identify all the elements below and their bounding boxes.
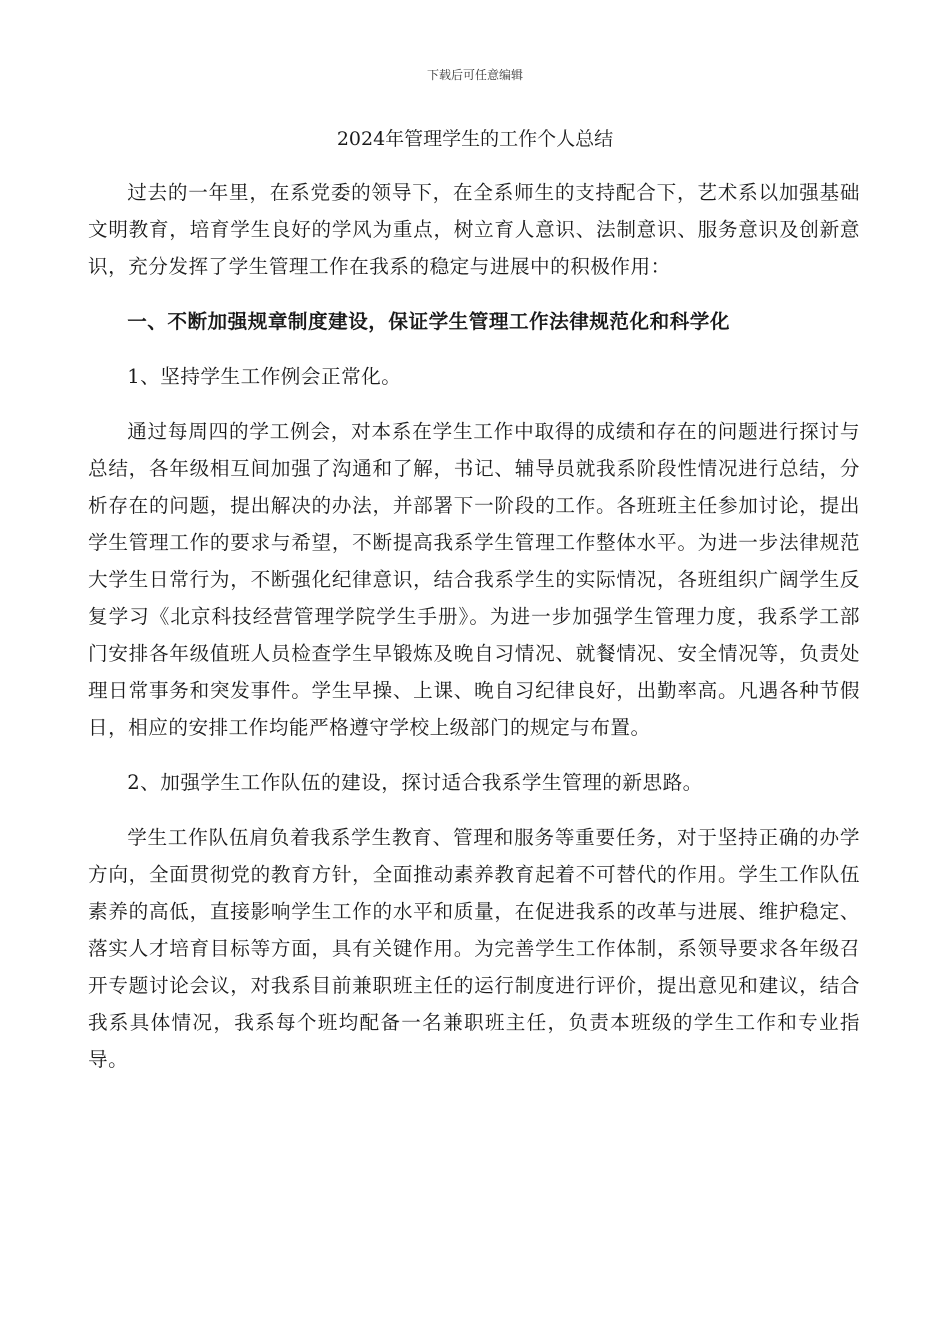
header-note: 下载后可任意编辑 [426, 68, 523, 82]
item-body: 通过每周四的学工例会，对本系在学生工作中取得的成绩和存在的问题进行探讨与总结，各年级相互间加强了沟通和了解，书记、辅导员就我系阶段性情况进行总结，分析存在的问题，提出解决的办法，并部署下一阶段的工作。各班班主任参加讨论，提出学生管理工作的要求与希望，不断提高我系学生管理工作整体水平。为进一步法律规范大学生日常行为，不断强化纪律意识，结合我系学生的实际情况，各班组织广阔学生反复学习《北京科技经营管理学院学生手册》。为进一步加强学生管理力度，我系学工部门安排各年级值班人员检查学生早锻炼及晚自习情况、就餐情况、安全情况等，负责处理日常事务和突发事件。学生早操、上课、晚自习纪律良好，出勤率高。凡遇各种节假日，相应的安排工作均能严格遵守学校上级部门的规定与布置。 [88, 420, 860, 739]
item-body: 学生工作队伍肩负着我系学生教育、管理和服务等重要任务，对于坚持正确的办学方向，全面贯彻党的教育方针，全面推动素养教育起着不可替代的作用。学生工作队伍素养的高低，直接影响学生工作的水平和质量，在促进我系的改革与进展、维护稳定、落实人才培育目标等方面，具有关键作用。为完善学生工作体制，系领导要求各年级召开专题讨论会议，对我系目前兼职班主任的运行制度进行评价，提出意见和建议，结合我系具体情况，我系每个班均配备一名兼职班主任，负责本班级的学生工作和专业指导。 [88, 826, 860, 1071]
document-title: 2024年管理学生的工作个人总结 [336, 128, 614, 150]
item-title: 2、加强学生工作队伍的建设，探讨适合我系学生管理的新思路。 [127, 771, 703, 794]
document-body [88, 174, 860, 1096]
item-title: 1、坚持学生工作例会正常化。 [127, 365, 402, 388]
intro-paragraph: 过去的一年里，在系党委的领导下，在全系师生的支持配合下，艺术系以加强基础文明教育，培育学生良好的学风为重点，树立育人意识、法制意识、服务意识及创新意识，充分发挥了学生管理工作在我系的稳定与进展中的积极作用： [88, 181, 860, 278]
section-heading: 一、不断加强规章制度建设，保证学生管理工作法律规范化和科学化 [127, 310, 730, 333]
